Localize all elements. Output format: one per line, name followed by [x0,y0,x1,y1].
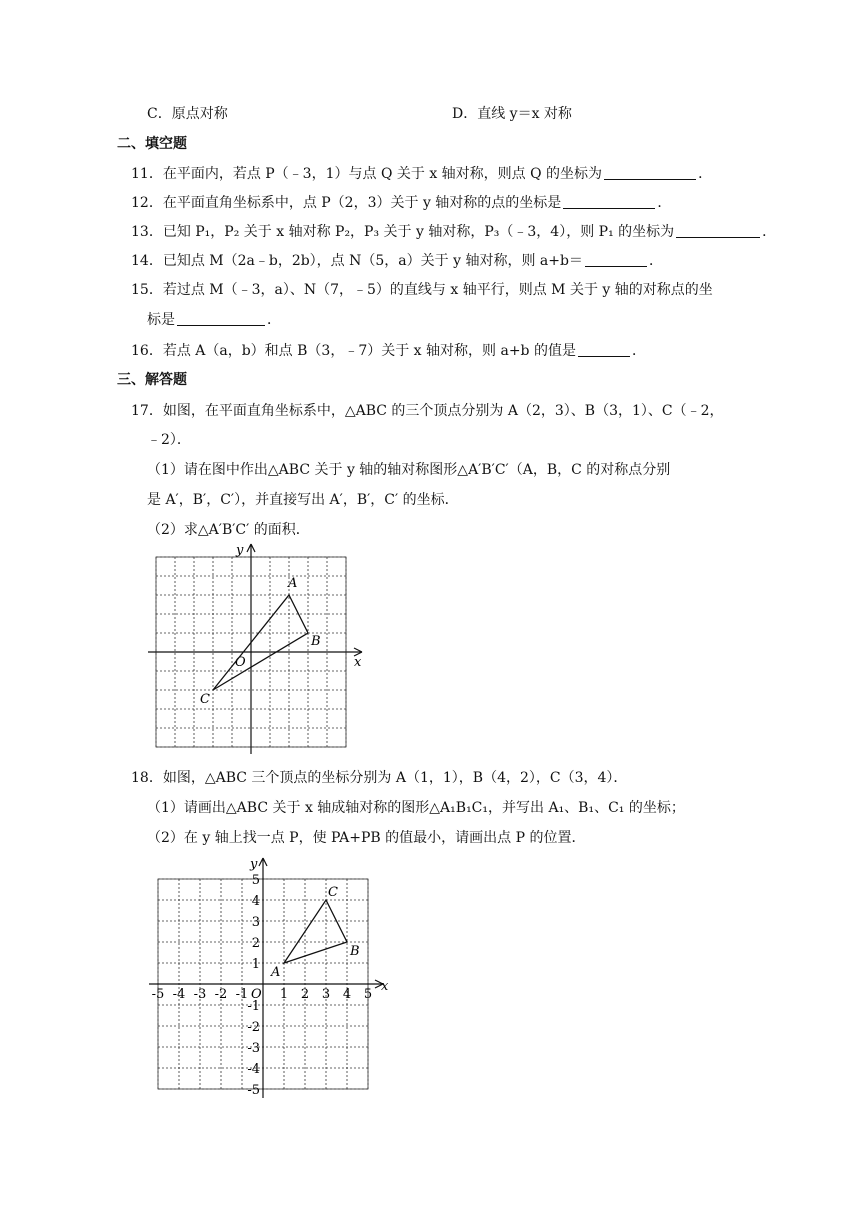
question-12-text: 12．在平面直角坐标系中，点 P（2，3）关于 y 轴对称的点的坐标是 [131,195,562,211]
x-tick-label: 2 [300,987,310,1002]
axes [149,857,389,1098]
answer-blank[interactable] [578,342,630,357]
y-tick-label: -2 [247,1020,260,1035]
answer-blank[interactable] [604,165,696,180]
section-fill-heading: 二、填空题 [117,136,187,152]
x-tick-label: -3 [193,987,207,1002]
option-d: D．直线 y＝x 对称 [452,106,572,122]
y-tick-label: 3 [251,915,260,930]
tick-labels [152,873,372,1098]
question-17-part2: （2）求△A′B′C′ 的面积． [147,522,310,538]
question-17-part1b: 是 A′，B′，C′），并直接写出 A′，B′，C′ 的坐标． [147,492,459,508]
origin-label: O [235,655,246,670]
point-label-c: C [200,692,210,707]
section-answer-heading: 三、解答题 [117,372,187,388]
answer-blank[interactable] [177,311,265,326]
answer-blank[interactable] [563,194,655,209]
question-11-text: 11．在平面内，若点 P（﹣3，1）与点 Q 关于 x 轴对称，则点 Q 的坐标为 [131,166,603,182]
x-tick-label: -5 [151,987,165,1002]
origin-label: O [251,987,262,1002]
question-12: 12．在平面直角坐标系中，点 P（2，3）关于 y 轴对称的点的坐标是 ． [131,195,672,211]
question-13: 13．已知 P₁，P₂ 关于 x 轴对称 P₂，P₃ 关于 y 轴对称，P₃（﹣3，4），则 P₁ 的坐标为 ． [131,224,777,240]
triangle-abc [284,900,347,963]
y-axis-label: y [236,543,244,558]
x-axis-label: x [354,655,362,670]
triangle-outline [284,900,347,963]
question-11: 11．在平面内，若点 P（﹣3，1）与点 Q 关于 x 轴对称，则点 Q 的坐标为 ． [131,166,713,182]
triangle-outline [213,595,308,690]
triangle-abc [213,595,308,690]
question-17-line1: 17．如图，在平面直角坐标系中，△ABC 的三个顶点分别为 A（2，3）、B（3，1）、C（﹣2， [131,403,724,419]
point-labels [270,885,360,980]
question-14-text: 14．已知点 M（2a﹣b，2b），点 N（5，a）关于 y 轴对称，则 a+b＝ [131,253,583,269]
x-tick-label: -2 [214,987,228,1002]
x-tick-label: 4 [342,987,352,1002]
coordinate-figure-1 [140,540,380,760]
answer-blank[interactable] [676,223,760,238]
answer-blank[interactable] [585,252,647,267]
x-axis-label: x [381,979,389,994]
y-tick-label: -4 [247,1062,260,1077]
question-15-line2: 标是 ． [147,312,281,328]
x-tick-label: -4 [172,987,186,1002]
y-tick-label: -3 [247,1041,260,1056]
question-15-line1: 15．若过点 M（﹣3，a）、N（7，﹣5）的直线与 x 轴平行，则点 M 关于 y 轴的对称点的坐 [131,282,713,298]
question-18-part2: （2）在 y 轴上找一点 P，使 PA+PB 的值最小，请画出点 P 的位置． [147,830,586,846]
y-tick-label: 2 [251,936,260,951]
point-label-a: A [271,965,281,980]
question-17-line2: ﹣2）． [147,432,191,448]
y-tick-label: -5 [247,1083,260,1098]
question-13-text: 13．已知 P₁，P₂ 关于 x 轴对称 P₂，P₃ 关于 y 轴对称，P₃（﹣3，4），则 P₁ 的坐标为 [131,224,675,240]
question-18-line1: 18．如图，△ABC 三个顶点的坐标分别为 A（1，1），B（4，2），C（3，4）． [131,770,628,786]
y-tick-label: -1 [247,999,260,1014]
question-16: 16．若点 A（a，b）和点 B（3，﹣7）关于 x 轴对称，则 a+b 的值是 ． [131,343,646,359]
x-tick-label: 3 [321,987,331,1002]
point-label-c: C [328,885,338,900]
question-18-part1: （1）请画出△ABC 关于 x 轴成轴对称的图形△A₁B₁C₁，并写出 A₁、B₁、C₁ 的坐标； [147,800,685,816]
x-tick-label: -1 [235,987,249,1002]
option-c: C．原点对称 [147,106,228,122]
axes [148,543,362,754]
point-label-b: B [350,944,360,959]
x-tick-label: 1 [279,987,289,1002]
y-axis-label: y [250,857,258,872]
question-14: 14．已知点 M（2a﹣b，2b），点 N（5，a）关于 y 轴对称，则 a+b＝ ． [131,253,663,269]
question-17-part1a: （1）请在图中作出△ABC 关于 y 轴的轴对称图形△A′B′C′（A，B，C 的对称点分别 [147,462,671,478]
point-label-a: A [288,576,298,591]
question-16-text: 16．若点 A（a，b）和点 B（3，﹣7）关于 x 轴对称，则 a+b 的值是 [131,343,576,359]
x-tick-label: 5 [363,987,373,1002]
y-tick-label: 5 [251,873,260,888]
point-label-b: B [311,634,321,649]
coordinate-figure-2 [145,852,395,1102]
y-tick-label: 1 [251,957,260,972]
y-tick-label: 4 [251,894,260,909]
